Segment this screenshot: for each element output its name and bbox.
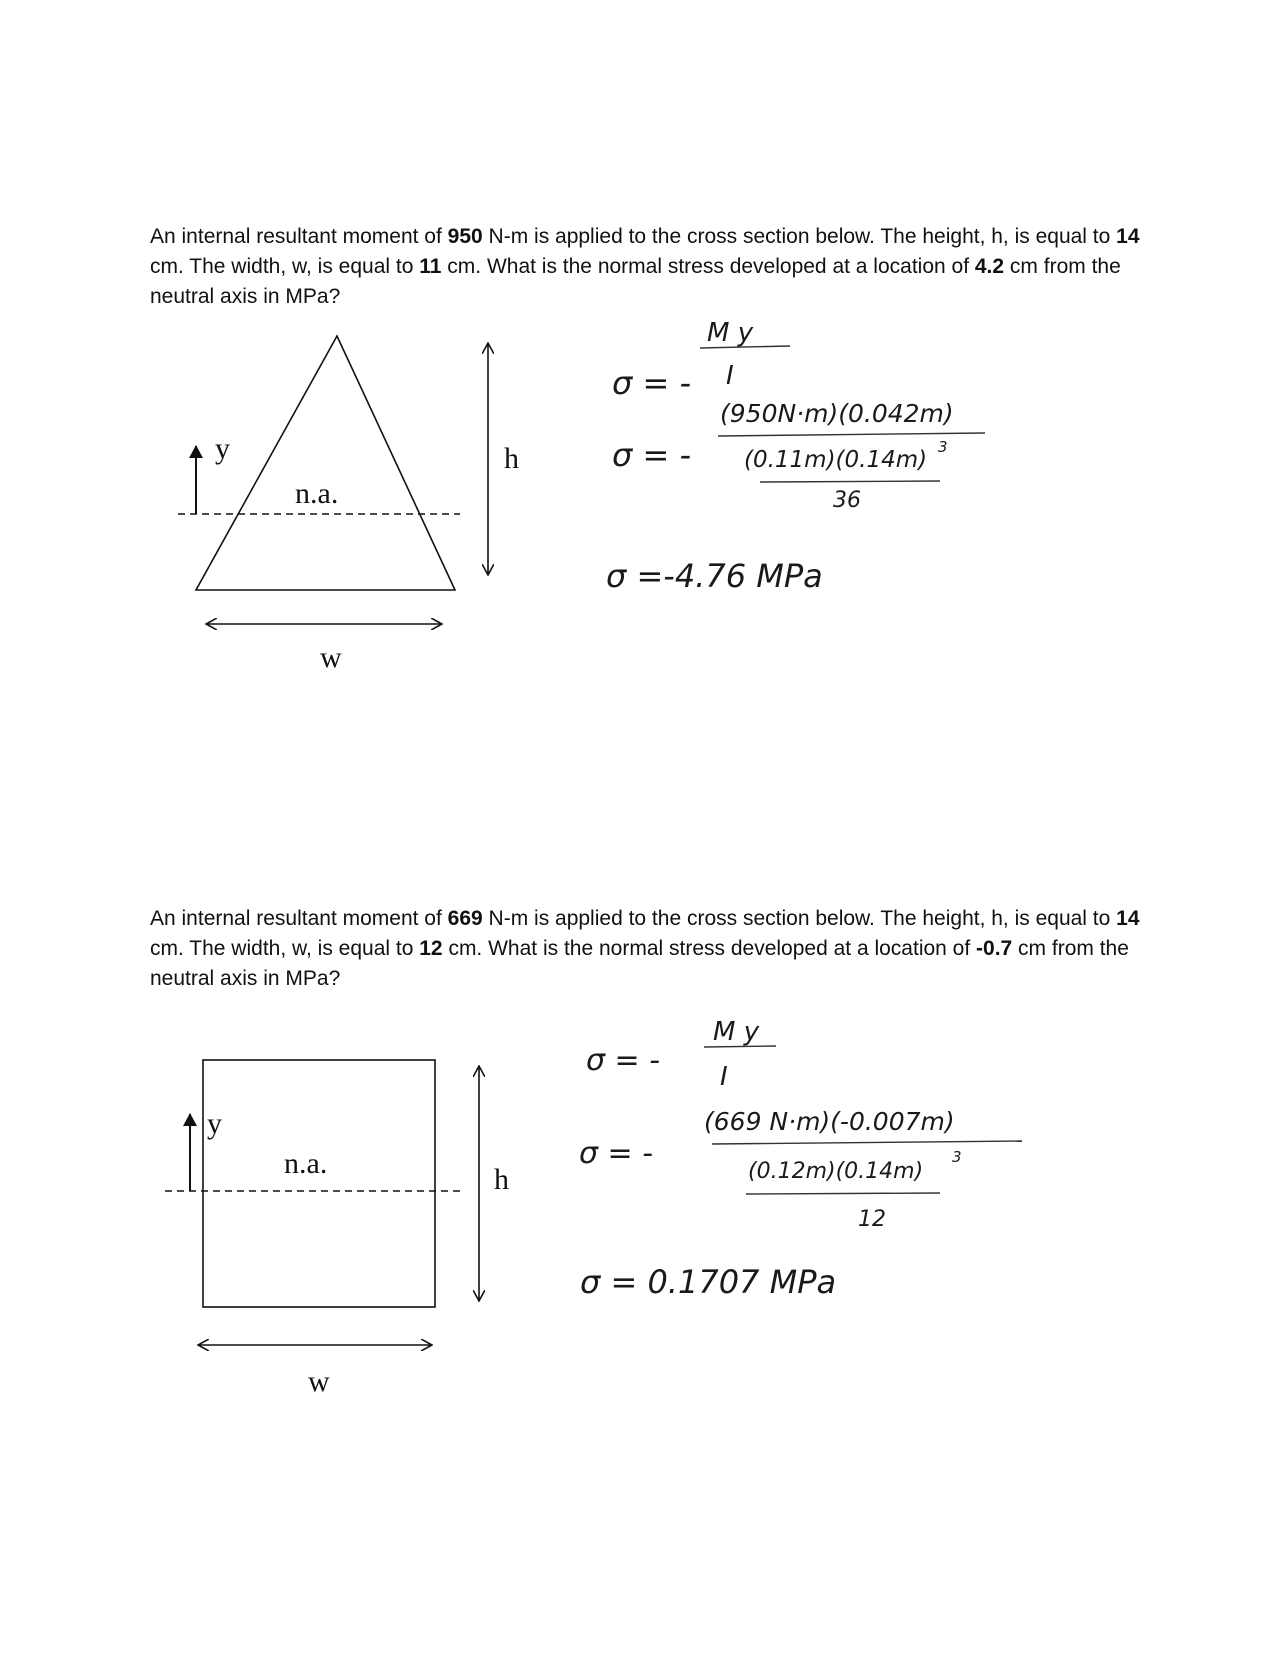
neutral-axis-label: n.a. [295,477,339,510]
width-value: 11 [419,255,442,278]
moment-value: 950 [447,225,483,248]
formula-numerator: M y [713,1017,760,1047]
formula-fraction-bar [704,1046,776,1047]
substitution-numerator: (669 N·m)(-0.007m) [704,1107,955,1136]
substitution-divisor: 36 [833,488,861,513]
height-label: h [504,442,519,475]
sigma-equation-2: σ = - [579,1136,654,1171]
result-1: σ =-4.76 MPa [606,557,823,595]
triangle-diagram [178,336,519,674]
moment-value: 669 [447,907,483,930]
problem-1-statement [150,222,1150,312]
y-axis-label: y [215,432,230,465]
sigma-equation-1: σ = - [612,364,691,402]
solution-2 [579,1017,1022,1301]
substitution-divisor: 12 [858,1207,886,1232]
statement-text: cm. What is the normal stress developed at a location of [441,255,975,278]
statement-text: cm from the neutral axis in MPa? [150,255,1121,308]
sigma-equation-1: σ = - [586,1043,661,1078]
width-label: w [320,641,342,674]
location-value: -0.7 [976,937,1013,960]
y-axis-label: y [207,1107,222,1140]
substitution-numerator: (950N·m)(0.042m) [720,399,954,428]
location-value: 4.2 [974,255,1005,278]
formula-denominator: I [720,1062,728,1092]
substitution-fraction-bar [712,1141,1022,1144]
solution-1 [606,318,985,595]
statement-text: cm. The width, w, is equal to [150,255,420,278]
denominator-exponent: 3 [938,438,948,456]
inner-fraction-bar [760,481,940,482]
sigma-equation-2: σ = - [612,436,691,474]
rectangle-cross-section [203,1060,435,1307]
neutral-axis-label: n.a. [284,1147,328,1180]
substitution-denominator: (0.11m)(0.14m) [744,447,928,473]
formula-denominator: I [726,361,734,391]
rectangle-diagram [165,1060,509,1398]
inner-fraction-bar [746,1193,940,1194]
width-label: w [308,1365,330,1398]
statement-text: cm. The width, w, is equal to [150,937,420,960]
substitution-fraction-bar [718,433,985,436]
denominator-exponent: 3 [952,1148,962,1166]
height-value: 14 [1116,225,1140,248]
statement-text: An internal resultant moment of [150,225,448,248]
statement-text: An internal resultant moment of [150,907,448,930]
statement-text: cm from the neutral axis in MPa? [150,937,1129,990]
statement-text: N-m is applied to the cross section below. The height, h, is equal to [482,907,1117,930]
result-2: σ = 0.1707 MPa [580,1263,837,1301]
statement-text: cm. What is the normal stress developed at a location of [442,937,977,960]
height-value: 14 [1116,907,1140,930]
height-label: h [494,1163,509,1196]
problem-2-statement [150,904,1150,994]
triangle-cross-section [196,336,455,590]
width-value: 12 [419,937,443,960]
formula-numerator: M y [707,318,754,348]
statement-text: N-m is applied to the cross section below. The height, h, is equal to [482,225,1117,248]
substitution-denominator: (0.12m)(0.14m) [748,1159,924,1184]
